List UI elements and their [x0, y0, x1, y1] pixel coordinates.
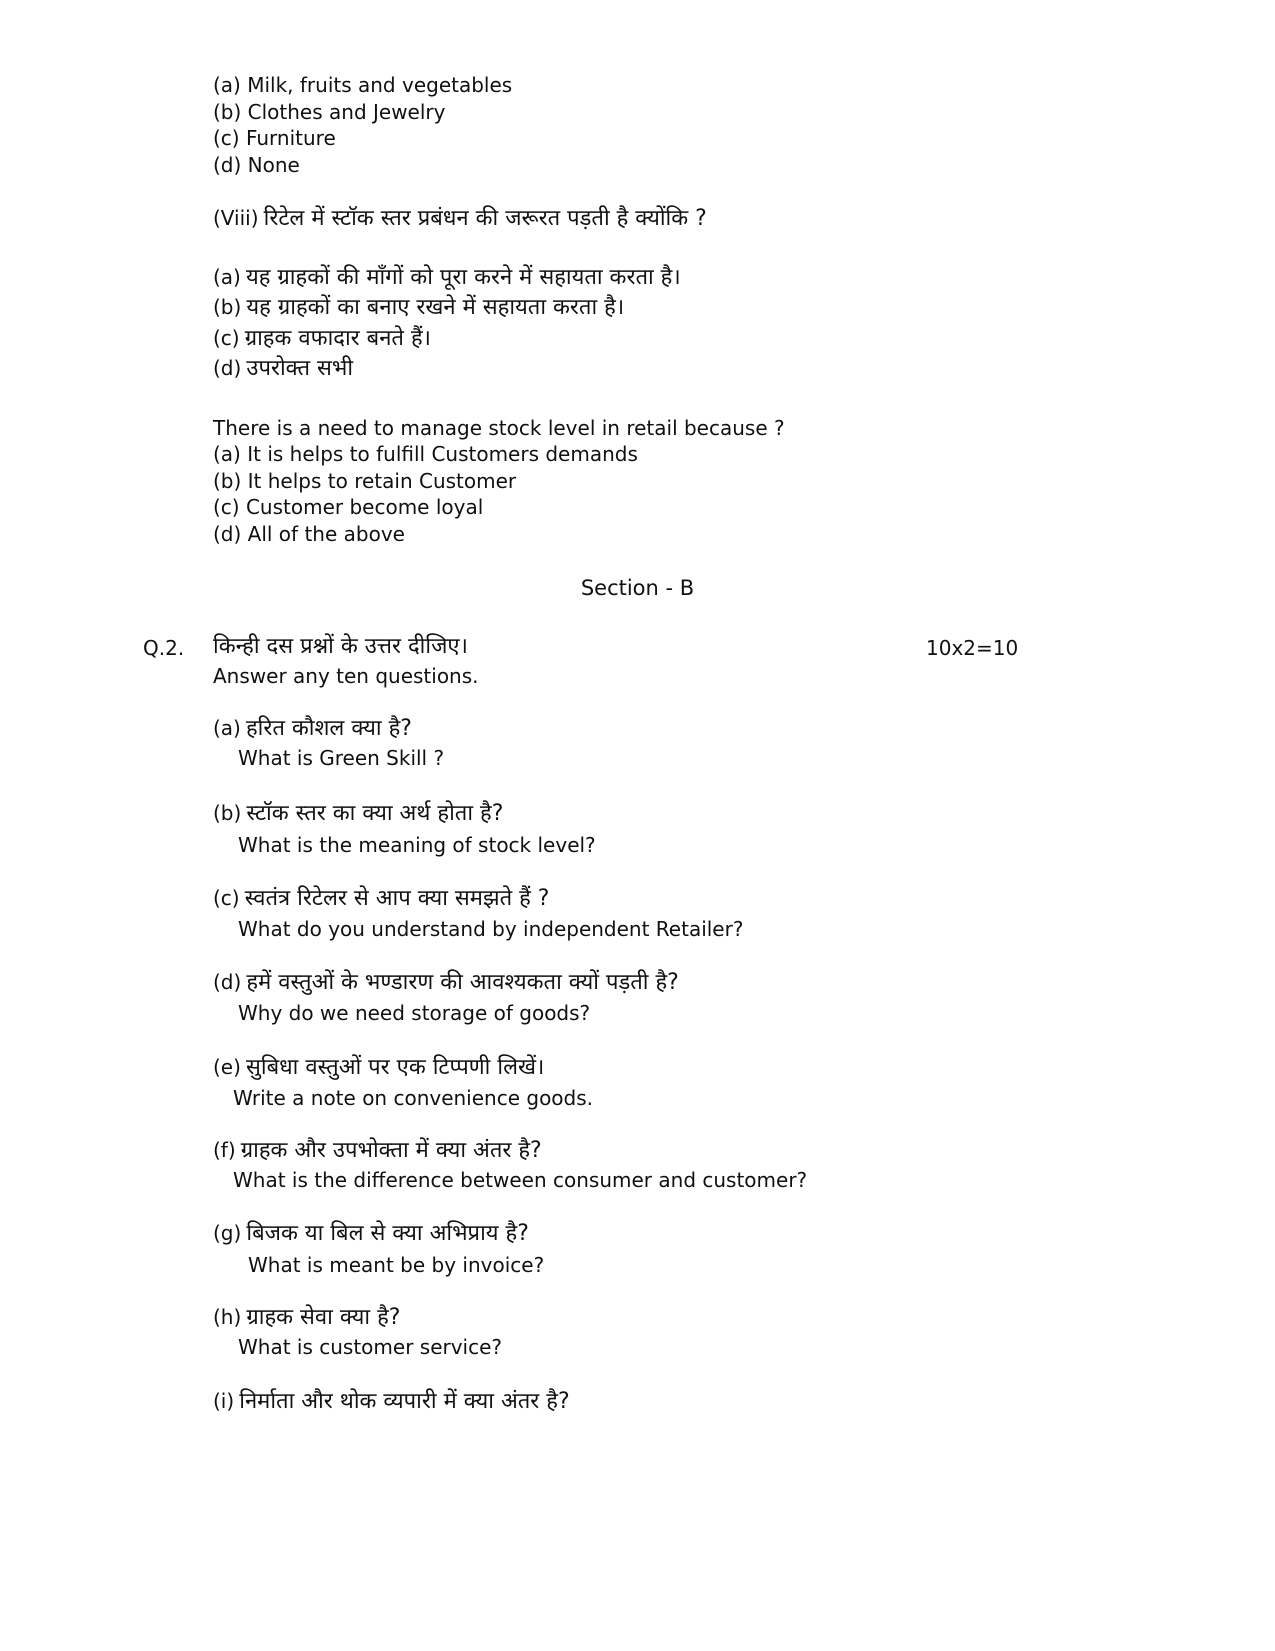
sub-question-label: (c): [213, 886, 240, 910]
sub-question-d-hindi: [213, 972, 679, 994]
sub-question-label: (b): [213, 801, 242, 825]
english-option-d: (d) All of the above: [213, 522, 405, 546]
hindi-option-d: [213, 358, 353, 380]
sub-question-a-english: What is Green Skill ?: [238, 746, 445, 770]
sub-question-b-hindi: [213, 803, 503, 825]
sub-question-text-hindi: हरित कौशल क्या है?: [245, 716, 412, 741]
sub-question-label: (h): [213, 1305, 242, 1329]
sub-question-text-hindi: ग्राहक सेवा क्या है?: [246, 1305, 401, 1330]
sub-question-d-english: Why do we need storage of goods?: [238, 1001, 591, 1025]
option-label: (b): [213, 295, 242, 319]
option-d-english: (d) None: [213, 153, 300, 177]
sub-question-h-hindi: [213, 1307, 400, 1329]
sub-question-label: (f): [213, 1138, 236, 1162]
sub-question-e-english: Write a note on convenience goods.: [233, 1086, 594, 1110]
sub-question-c-english: What do you understand by independent Retailer?: [238, 917, 744, 941]
english-option-b: (b) It helps to retain Customer: [213, 469, 517, 493]
q2-number: Q.2.: [143, 636, 185, 660]
sub-question-a-hindi: [213, 718, 412, 740]
option-c-english: (c) Furniture: [213, 126, 336, 150]
option-b-english: (b) Clothes and Jewelry: [213, 100, 446, 124]
sub-question-i-hindi: [213, 1391, 570, 1413]
q2-marks: 10x2=10: [926, 636, 1019, 660]
sub-question-h-english: What is customer service?: [238, 1335, 503, 1359]
hindi-option-a: [213, 267, 681, 289]
section-title: Section - B: [580, 576, 695, 600]
sub-question-label: (g): [213, 1221, 242, 1245]
sub-question-text-hindi: स्टॉक स्तर का क्या अर्थ होता है?: [246, 801, 504, 826]
sub-question-text-hindi: सुबिधा वस्तुओं पर एक टिप्पणी लिखें।: [246, 1055, 545, 1080]
sub-question-label: (a): [213, 716, 241, 740]
option-label: (d): [213, 356, 242, 380]
sub-question-label: (e): [213, 1055, 241, 1079]
q2-instruction-hindi: किन्ही दस प्रश्नों के उत्तर दीजिए।: [213, 634, 468, 659]
sub-question-text-hindi: हमें वस्तुओं के भण्डारण की आवश्यकता क्यों पड़ती है?: [246, 970, 679, 995]
sub-question-label: (i): [213, 1389, 235, 1413]
sub-question-e-hindi: [213, 1057, 544, 1079]
question-viii-english: There is a need to manage stock level in retail because ?: [213, 416, 785, 440]
sub-question-f-hindi: [213, 1140, 542, 1162]
sub-question-f-english: What is the difference between consumer and customer?: [233, 1168, 808, 1192]
sub-question-text-hindi: स्वतंत्र रिटेलर से आप क्या समझते हैं ?: [244, 886, 550, 911]
sub-question-c-hindi: [213, 888, 549, 910]
q2-instruction-english: Answer any ten questions.: [213, 664, 479, 688]
option-text: ग्राहक वफादार बनते हैं।: [244, 326, 431, 351]
sub-question-text-hindi: निर्माता और थोक व्यपारी में क्या अंतर है?: [239, 1389, 570, 1414]
option-text: यह ग्राहकों का बनाए रखने में सहायता करता है।: [246, 295, 625, 320]
question-text-hindi: रिटेल में स्टॉक स्तर प्रबंधन की जरूरत पड़ती है क्योंकि ?: [263, 206, 707, 231]
question-number: (Viii): [213, 206, 259, 230]
hindi-option-c: [213, 328, 431, 350]
sub-question-g-english: What is meant be by invoice?: [248, 1253, 545, 1277]
option-text: उपरोक्त सभी: [246, 356, 354, 381]
english-option-c: (c) Customer become loyal: [213, 495, 484, 519]
sub-question-text-hindi: ग्राहक और उपभोक्ता में क्या अंतर है?: [240, 1138, 542, 1163]
question-viii-hindi: [213, 208, 707, 230]
option-label: (a): [213, 265, 241, 289]
english-option-a: (a) It is helps to fulfill Customers demands: [213, 442, 638, 466]
hindi-option-b: [213, 297, 624, 319]
sub-question-label: (d): [213, 970, 242, 994]
sub-question-b-english: What is the meaning of stock level?: [238, 833, 596, 857]
option-text: यह ग्राहकों की माँगों को पूरा करने में सहायता करता है।: [245, 265, 681, 290]
option-label: (c): [213, 326, 240, 350]
sub-question-text-hindi: बिजक या बिल से क्या अभिप्राय है?: [246, 1221, 529, 1246]
sub-question-g-hindi: [213, 1223, 529, 1245]
option-a-english: (a) Milk, fruits and vegetables: [213, 73, 513, 97]
